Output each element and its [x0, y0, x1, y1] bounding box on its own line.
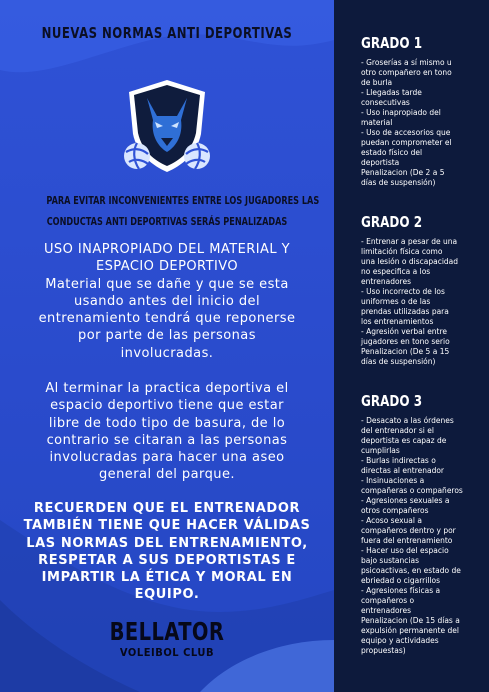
grade-line: puedan comprometer el [361, 138, 452, 147]
body-line: RESPETAR A SUS DEPORTISTAS E [38, 552, 296, 568]
grade-line: - Uso de accesorios que [361, 128, 451, 137]
grade-title: GRADO 1 [361, 34, 423, 52]
grade-line: - Desacato a las órdenes [361, 416, 454, 425]
grade-line: - Uso inapropiado del [361, 108, 441, 117]
grade-line: días de suspensión) [361, 357, 436, 366]
grade-line: deportista es capaz de [361, 436, 447, 445]
body-line: general del parque. [98, 467, 236, 483]
grade-line: jugadores en tono serio [361, 337, 450, 346]
grade-line: - Acoso sexual a [361, 516, 422, 525]
body-line: involucradas. [120, 345, 214, 361]
intro-statement [4, 190, 330, 232]
body-line: por parte de las personas [78, 328, 256, 344]
grade-line: Penalizacion (De 15 días a [361, 616, 460, 625]
grade-line: ebriedad o cigarrillos [361, 576, 440, 585]
grade-line: del entrenador si el [361, 426, 434, 435]
grade-line: los entrenamientos [361, 317, 434, 326]
grade-line: compañeros o [361, 596, 415, 605]
intro-line-1: PARA EVITAR INCONVENIENTES ENTRE LOS JUGADORES LAS [46, 194, 320, 207]
body-line: usando antes del inicio del [73, 293, 261, 309]
grade-line: - Groserías a sí mismo u [361, 58, 452, 67]
grade-line: entrenadores [361, 277, 411, 286]
body-line: Material que se dañe y que se esta [45, 276, 289, 292]
grade-line: equipo y actividades [361, 636, 439, 645]
grade-line: - Uso incorrecto de los [361, 287, 445, 296]
grade-1-section [361, 34, 481, 188]
body-line: ESPACIO DEPORTIVO [95, 259, 239, 275]
grade-2-section [361, 213, 481, 367]
grade-line: directas al entrenador [361, 466, 445, 475]
grade-line: - Agresión verbal entre [361, 327, 448, 336]
grade-line: estado físico del [361, 148, 423, 157]
grade-line: expulsión permanente del [361, 626, 459, 635]
grade-title: GRADO 2 [361, 213, 423, 231]
coach-reminder-block [8, 500, 326, 604]
grade-line: uniformes o de las [361, 297, 431, 306]
page-title: NUEVAS NORMAS ANTI DEPORTIVAS [41, 24, 293, 42]
body-line: espacio deportivo tiene que estar [50, 398, 284, 414]
body-line: contrario se citaran a las personas [46, 432, 288, 448]
grade-line: de burla [361, 78, 393, 87]
grade-line: - Llegadas tarde [361, 88, 422, 97]
grade-title: GRADO 3 [361, 392, 423, 410]
body-line: EQUIPO. [134, 587, 200, 603]
body-line: libre de todo tipo de basura, de lo [48, 415, 286, 431]
grade-3-section [361, 392, 481, 656]
grade-line: - Burlas indirectas o [361, 456, 436, 465]
club-brand [0, 618, 334, 660]
grade-line: compañeras o compañeros [361, 486, 463, 495]
grade-line: propuestas) [361, 646, 406, 655]
grade-line: fuera del entrenamiento [361, 536, 453, 545]
material-rule-block [8, 241, 326, 362]
wolf-logo-icon [117, 76, 217, 176]
cleanup-rule-block [8, 380, 326, 484]
body-line: USO INAPROPIADO DEL MATERIAL Y [43, 242, 291, 257]
intro-line-2: CONDUCTAS ANTI DEPORTIVAS SERÁS PENALIZADAS [46, 215, 288, 228]
grade-line: cumplirlas [361, 446, 400, 455]
grade-line: material [361, 118, 393, 127]
body-line: RECUERDEN QUE EL ENTRENADOR [33, 501, 301, 516]
body-line: involucradas para hacer una aseo [49, 450, 285, 466]
body-line: entrenamiento tendrá que reponerse [38, 311, 296, 327]
grade-line: - Entrenar a pesar de una [361, 237, 458, 246]
grade-line: - Insinuaciones a [361, 476, 425, 485]
grade-line: otros compañeros [361, 506, 429, 515]
grade-line: psicoactivas, en estado de [361, 566, 461, 575]
grade-list [361, 237, 481, 367]
grade-line: prendas utilizadas para [361, 307, 449, 316]
body-line: Al terminar la practica deportiva el [45, 381, 289, 396]
body-line: LAS NORMAS DEL ENTRENAMIENTO, [26, 535, 308, 551]
grade-line: limitación física como [361, 247, 443, 256]
grade-list [361, 58, 481, 188]
grade-list [361, 416, 481, 656]
grade-line: - Hacer uso del espacio [361, 546, 449, 555]
brand-name: BELLATOR [109, 617, 225, 646]
grade-line: entrenadores [361, 606, 411, 615]
grade-line: - Agresiones físicas a [361, 586, 441, 595]
grade-line: una lesión o discapacidad [361, 257, 459, 266]
grade-line: días de suspensión) [361, 178, 436, 187]
grade-line: Penalizacion (De 5 a 15 [361, 347, 450, 356]
body-line: IMPARTIR LA ÉTICA Y MORAL EN [41, 570, 293, 586]
body-line: TAMBIÉN TIENE QUE HACER VÁLIDAS [23, 518, 311, 534]
grade-line: no especifica a los [361, 267, 431, 276]
grade-line: compañeros dentro y por [361, 526, 456, 535]
grade-line: - Agresiones sexuales a [361, 496, 450, 505]
grade-line: Penalizacion (De 2 a 5 [361, 168, 445, 177]
grade-line: deportista [361, 158, 400, 167]
grade-line: otro compañero en tono [361, 68, 452, 77]
grade-line: bajo sustancias [361, 556, 419, 565]
brand-subtitle: VOLEIBOL CLUB [119, 646, 215, 659]
grade-line: consecutivas [361, 98, 410, 107]
